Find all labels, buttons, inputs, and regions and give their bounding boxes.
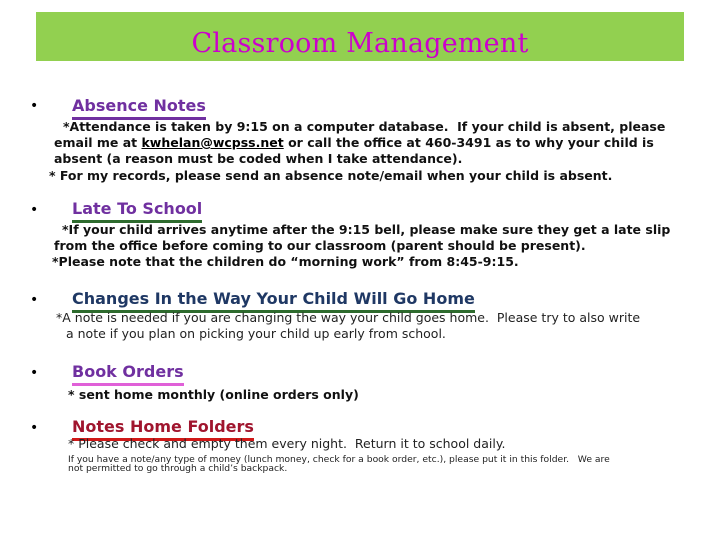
- page-title: Classroom Management: [191, 28, 529, 59]
- heading-late-to-school: Late To School: [72, 199, 202, 219]
- folders-line-2: If you have a note/any type of money (lunch money, check for a book order, etc.), please put it in this folder. We are: [68, 454, 610, 465]
- absence-line-2: email me at kwhelan@wcpss.net or call the office at 460-3491 as to why your child is: [54, 135, 654, 150]
- folders-line-3: not permitted to go through a child’s backpack.: [68, 463, 288, 474]
- late-line-2: from the office before coming to our classroom (parent should be present).: [54, 238, 586, 253]
- late-line-1: *If your child arrives anytime after the 9:15 bell, please make sure they get a late slip: [62, 222, 671, 237]
- heading-changes-go-home: Changes In the Way Your Child Will Go Home: [72, 289, 475, 309]
- changes-line-1: *A note is needed if you are changing the way your child goes home. Please try to also write: [56, 310, 641, 325]
- bullet-marker: •: [30, 292, 39, 308]
- bullet-marker: •: [30, 202, 39, 218]
- changes-line-2: a note if you plan on picking your child up early from school.: [66, 326, 446, 341]
- heading-notes-home-folders: Notes Home Folders: [72, 417, 254, 437]
- late-line-3: *Please note that the children do “morning work” from 8:45-9:15.: [52, 254, 519, 269]
- title-banner: [36, 12, 684, 61]
- absence-line-4: * For my records, please send an absence note/email when your child is absent.: [49, 168, 613, 183]
- absence-line-3: absent (a reason must be coded when I take attendance).: [54, 151, 463, 166]
- bullet-marker: •: [30, 420, 39, 436]
- folders-line-1: * Please check and empty them every night. Return it to school daily.: [68, 436, 506, 451]
- email-link[interactable]: kwhelan@wcpss.net: [141, 135, 284, 150]
- absence-line-1: *Attendance is taken by 9:15 on a computer database. If your child is absent, please: [63, 119, 666, 134]
- bullet-marker: •: [30, 365, 39, 381]
- bullet-marker: •: [30, 98, 39, 114]
- heading-book-orders: Book Orders: [72, 362, 184, 382]
- book-line-1: * sent home monthly (online orders only): [68, 387, 359, 402]
- heading-absence-notes: Absence Notes: [72, 96, 206, 116]
